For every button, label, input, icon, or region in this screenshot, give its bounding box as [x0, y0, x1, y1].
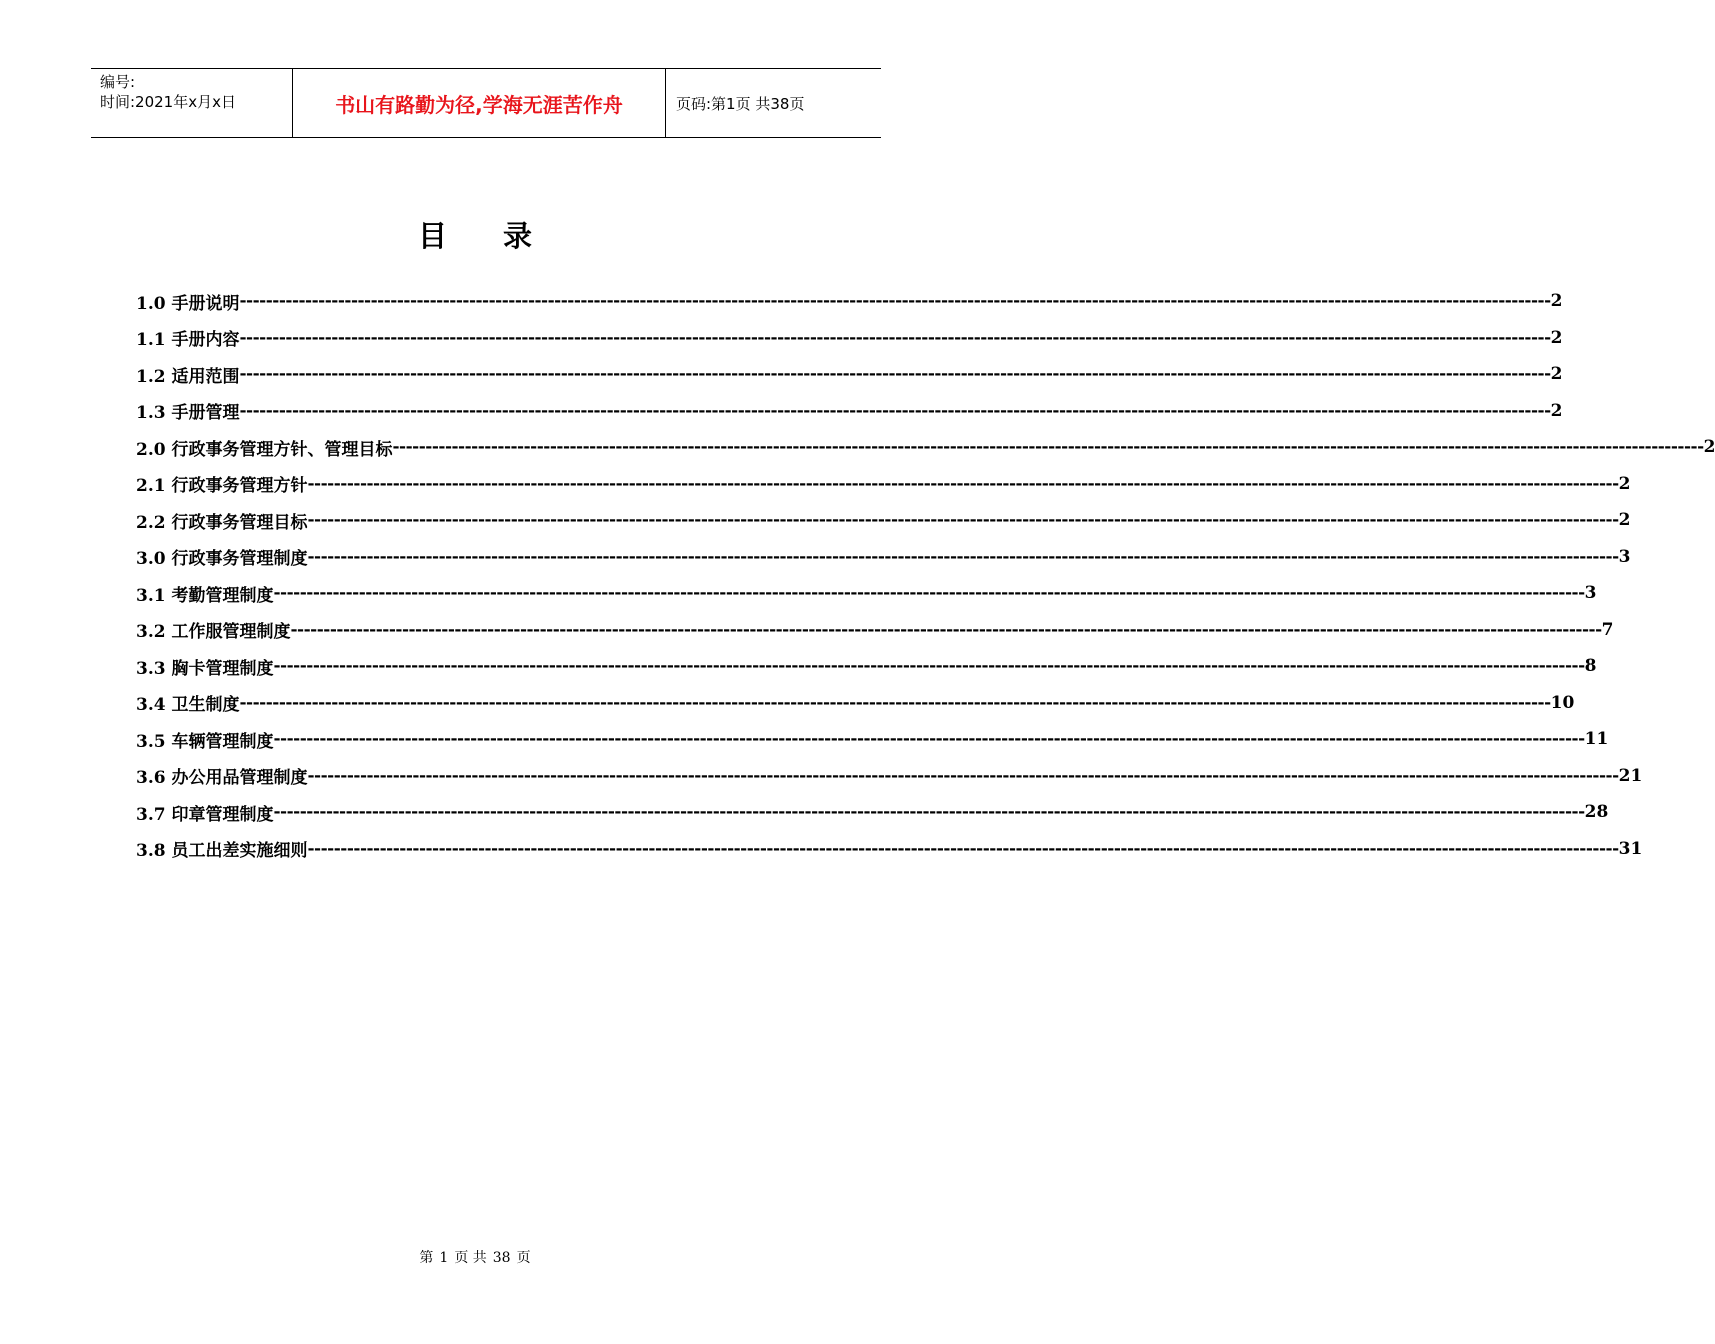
- toc-entry-label: 1.1 手册内容: [136, 330, 240, 351]
- header-page-info: 页码:第1页 共38页: [676, 94, 805, 113]
- toc-entry-label: 3.5 车辆管理制度: [136, 731, 274, 752]
- toc-leader: --------------------------------------------------------------------------------------------------------------------------------------------------------------------------------------------------------: [307, 838, 1619, 859]
- toc-leader: --------------------------------------------------------------------------------------------------------------------------------------------------------------------------------------------------------: [239, 400, 1551, 421]
- toc-entry[interactable]: [136, 429, 1715, 466]
- toc-leader: --------------------------------------------------------------------------------------------------------------------------------------------------------------------------------------------------------: [239, 364, 1551, 385]
- toc-entry-label: 3.8 员工出差实施细则: [136, 841, 308, 862]
- toc-leader: --------------------------------------------------------------------------------------------------------------------------------------------------------------------------------------------------------: [307, 546, 1619, 567]
- toc-entry[interactable]: [136, 393, 1563, 430]
- toc-entry-label: 2.2 行政事务管理目标: [136, 512, 308, 533]
- toc-leader: --------------------------------------------------------------------------------------------------------------------------------------------------------------------------------------------------------: [273, 729, 1585, 750]
- footer-total-pages: 38: [492, 1250, 511, 1266]
- toc-entry-page: 3: [1584, 583, 1597, 604]
- toc-entry-label: 1.0 手册说明: [136, 293, 240, 314]
- toc-entry[interactable]: [136, 466, 1631, 503]
- toc-entry-page: 10: [1550, 692, 1575, 713]
- toc-entry-label: 3.0 行政事务管理制度: [136, 549, 308, 570]
- toc-entry-page: 2: [1550, 327, 1563, 348]
- toc-entry-page: 8: [1584, 656, 1597, 677]
- footer-current-page: 1: [439, 1250, 449, 1266]
- toc-entry[interactable]: [136, 283, 1563, 320]
- toc-entry-label: 3.7 印章管理制度: [136, 804, 274, 825]
- toc-entry[interactable]: [136, 794, 1609, 831]
- document-number-label: 编号:: [100, 73, 136, 91]
- toc-entry-page: 2: [1550, 364, 1563, 385]
- toc-leader: --------------------------------------------------------------------------------------------------------------------------------------------------------------------------------------------------------: [239, 692, 1551, 713]
- toc-leader: --------------------------------------------------------------------------------------------------------------------------------------------------------------------------------------------------------: [307, 765, 1619, 786]
- toc-entry-label: 1.2 适用范围: [136, 366, 240, 387]
- toc-leader: --------------------------------------------------------------------------------------------------------------------------------------------------------------------------------------------------------: [273, 656, 1585, 677]
- toc-leader: --------------------------------------------------------------------------------------------------------------------------------------------------------------------------------------------------------: [273, 583, 1585, 604]
- toc-leader: --------------------------------------------------------------------------------------------------------------------------------------------------------------------------------------------------------: [392, 437, 1704, 458]
- toc-entry-page: 2: [1550, 400, 1563, 421]
- toc-entry-label: 3.2 工作服管理制度: [136, 622, 291, 643]
- toc-entry[interactable]: [136, 320, 1563, 357]
- toc-entry-label: 3.4 卫生制度: [136, 695, 240, 716]
- toc-entry[interactable]: [136, 356, 1563, 393]
- toc-entry-label: 3.1 考勤管理制度: [136, 585, 274, 606]
- page-header: [91, 68, 881, 138]
- toc-entry-label: 2.0 行政事务管理方针、管理目标: [136, 439, 393, 460]
- toc-entry[interactable]: [136, 758, 1643, 795]
- toc-entry-page: 21: [1618, 765, 1643, 786]
- toc-entry-page: 28: [1584, 802, 1609, 823]
- toc-leader: --------------------------------------------------------------------------------------------------------------------------------------------------------------------------------------------------------: [273, 802, 1585, 823]
- header-left-cell: [91, 69, 293, 137]
- toc-entry-page: 2: [1550, 291, 1563, 312]
- toc-entry[interactable]: [136, 831, 1643, 868]
- toc-leader: --------------------------------------------------------------------------------------------------------------------------------------------------------------------------------------------------------: [239, 291, 1551, 312]
- toc-entry-page: 2: [1618, 510, 1631, 531]
- footer-suffix: 页: [516, 1250, 531, 1266]
- document-time-label: 时间:2021年x月x日: [100, 93, 236, 111]
- toc-title-part1: 目: [417, 219, 447, 253]
- toc-entry-page: 3: [1618, 546, 1631, 567]
- toc-entry[interactable]: [136, 539, 1631, 576]
- toc-entry-page: 11: [1584, 729, 1609, 750]
- toc-entry-label: 1.3 手册管理: [136, 403, 240, 424]
- toc-entry-label: 2.1 行政事务管理方针: [136, 476, 308, 497]
- page-footer: [0, 1247, 950, 1267]
- toc-entry[interactable]: [136, 648, 1597, 685]
- toc-entry[interactable]: [136, 612, 1614, 649]
- toc-leader: --------------------------------------------------------------------------------------------------------------------------------------------------------------------------------------------------------: [307, 510, 1619, 531]
- toc-entry-page: 2: [1618, 473, 1631, 494]
- toc-entry[interactable]: [136, 575, 1597, 612]
- toc-entry-page: 2: [1703, 437, 1715, 458]
- footer-middle: 页 共: [454, 1250, 487, 1266]
- toc-title-part2: 录: [503, 219, 533, 253]
- toc-entry[interactable]: [136, 502, 1631, 539]
- header-motto: 书山有路勤为径,学海无涯苦作舟: [293, 69, 666, 137]
- toc-entry[interactable]: [136, 685, 1575, 722]
- footer-prefix: 第: [419, 1250, 434, 1266]
- toc-leader: --------------------------------------------------------------------------------------------------------------------------------------------------------------------------------------------------------: [239, 327, 1551, 348]
- toc-leader: --------------------------------------------------------------------------------------------------------------------------------------------------------------------------------------------------------: [307, 473, 1619, 494]
- toc-list: [136, 283, 1715, 867]
- toc-entry-page: 7: [1601, 619, 1614, 640]
- toc-leader: --------------------------------------------------------------------------------------------------------------------------------------------------------------------------------------------------------: [290, 619, 1602, 640]
- toc-entry-label: 3.6 办公用品管理制度: [136, 768, 308, 789]
- toc-entry-label: 3.3 胸卡管理制度: [136, 658, 274, 679]
- toc-entry-page: 31: [1618, 838, 1643, 859]
- toc-entry[interactable]: [136, 721, 1609, 758]
- toc-title: [0, 214, 950, 255]
